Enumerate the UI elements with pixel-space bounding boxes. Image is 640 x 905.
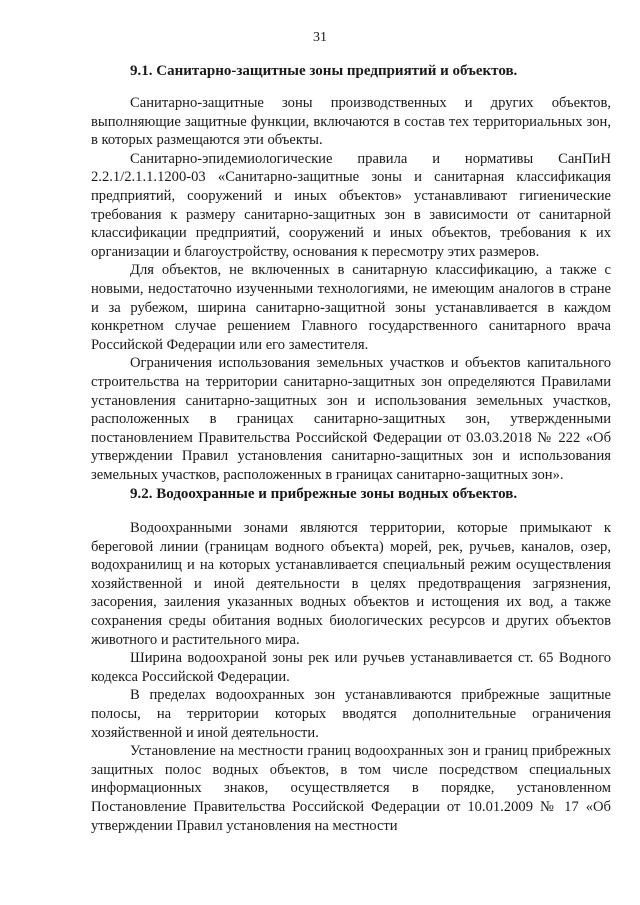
paragraph: Для объектов, не включенных в санитарную классификацию, а также с новыми, недостаточно изученными технологиями, не имеющим аналогов в стране и за рубежом, ширина санитарно-защитной зоны устанавливается в каждом конкретном случае решением Главного государственного санитарного врача Российской Федерации или его заместителя. xyxy=(91,262,611,353)
page-number: 31 xyxy=(313,30,327,45)
section-heading: 9.2. Водоохранные и прибрежные зоны водных объектов. xyxy=(130,486,518,502)
paragraph: Ограничения использования земельных участков и объектов капитального строительства на территории санитарно-защитных зон определяются Правилами установления санитарно-защитных зон и использования земельных участков, расположенных в границах санитарно-защитных зон, утвержденными постановлением Правительства Российской Федерации от 03.03.2018 № 222 «Об утверждении Правил установления санитарно-защитных зон и использования земельных участков, расположенных в границах санитарно-защитных зон». xyxy=(91,355,611,483)
paragraph: Водоохранными зонами являются территории, которые примыкают к береговой линии (границам водного объекта) морей, рек, ручьев, каналов, озер, водохранилищ и на которых устанавливается специальный режим осуществления хозяйственной и иной деятельности в целях предотвращения загрязнения, засорения, заиления указанных водных объектов и истощения их вод, а также сохранения среды обитания водных биологических ресурсов и других объектов животного и растительного мира. xyxy=(91,520,611,648)
paragraph: Санитарно-эпидемиологические правила и нормативы СанПиН 2.2.1/2.1.1.1200-03 «Санитарно-защитные зоны и санитарная классификация предприятий, сооружений и иных объектов» устанавливают гигиенические требования к размеру санитарно-защитных зон в зависимости от санитарной классификации предприятий, сооружений и иных объектов, требования к их организации и благоустройству, основания к пересмотру этих размеров. xyxy=(91,150,611,260)
section-heading: 9.1. Санитарно-защитные зоны предприятий и объектов. xyxy=(130,63,518,79)
paragraph: Установление на местности границ водоохранных зон и границ прибрежных защитных полос водных объектов, в том числе посредством специальных информационных знаков, осуществляется в порядке, установленном Постановление Правительства Российской Федерации от 10.01.2009 № 17 «Об утверждении Правил установления на местности xyxy=(91,743,611,834)
section-sanitary-zones xyxy=(91,62,611,484)
paragraph: В пределах водоохранных зон устанавливаются прибрежные защитные полосы, на территории которых вводятся дополнительные ограничения хозяйственной и иной деятельности. xyxy=(91,687,611,741)
paragraph: Санитарно-защитные зоны производственных и других объектов, выполняющие защитные функции, включаются в состав тех территориальных зон, в которых размещаются эти объекты. xyxy=(91,95,611,149)
paragraph: Ширина водоохраной зоны рек или ручьев устанавливается ст. 65 Водного кодекса Российской Федерации. xyxy=(91,650,611,685)
section-water-protection-zones xyxy=(91,485,611,835)
